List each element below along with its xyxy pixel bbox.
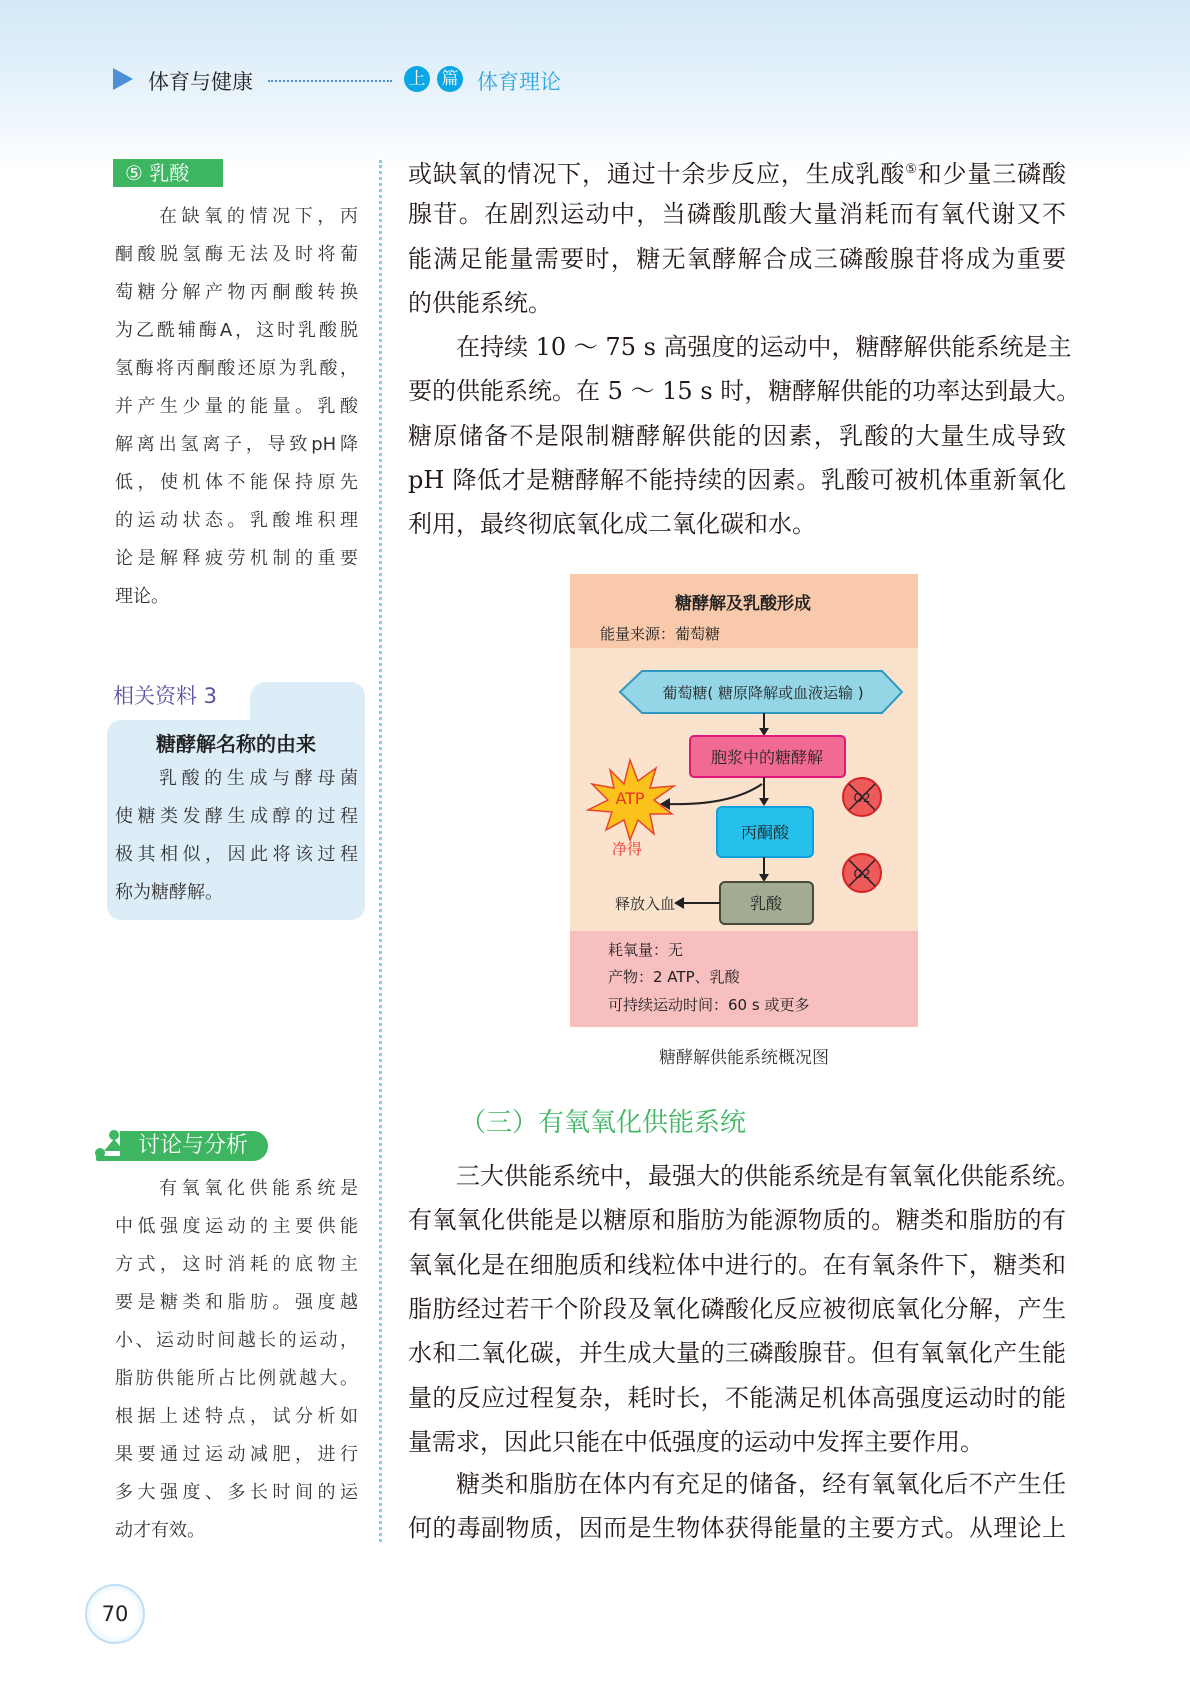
related-tab-label: 相关资料 3 <box>113 684 218 708</box>
text-line: 量的反应过程复杂，耗时长，不能满足机体高强度运动时的能 <box>408 1383 1066 1412</box>
book-title: 体育与健康 <box>148 70 253 94</box>
text-line: 为乙酰辅酶A，这时乳酸脱 <box>115 320 358 341</box>
text-line: 脂肪供能所占比例就越大。 <box>115 1368 358 1389</box>
text-line: 在缺氧的情况下，丙 <box>159 206 358 227</box>
text-line: 理论。 <box>115 586 169 607</box>
discussion-label <box>120 1131 268 1161</box>
text-line: 根据上述特点，试分析如 <box>115 1406 358 1427</box>
related-title: 糖酵解名称的由来 <box>156 732 316 756</box>
net-gain-label: 净得 <box>611 840 643 858</box>
text-line: 酮酸脱氢酶无法及时将葡 <box>115 244 358 265</box>
atp-label: ATP <box>615 789 645 808</box>
text-line: 称为糖酵解。 <box>115 882 223 903</box>
no-oxygen-icon <box>843 778 881 816</box>
part-badge-1: 上 <box>404 66 430 92</box>
text-line: 有氧氧化供能是以糖原和脂肪为能源物质的。糖类和脂肪的有 <box>408 1206 1066 1235</box>
diagram-title: 糖酵解及乳酸形成 <box>675 594 811 614</box>
text-line: 能满足能量需要时，糖无氧酵解合成三磷酸腺苷将成为重要 <box>408 244 1066 273</box>
products: 产物：2 ATP、乳酸 <box>608 968 740 986</box>
text-line: 脂肪经过若干个阶段及氧化磷酸化反应被彻底氧化分解，产生 <box>408 1294 1066 1323</box>
page-number: 70 <box>85 1584 145 1644</box>
glucose-label: 葡萄糖( 糖原降解或血液运输 ) <box>662 684 864 702</box>
text-line <box>408 155 1066 188</box>
no-oxygen-icon <box>843 854 881 892</box>
text-line: 水和二氧化碳，并生成大量的三磷酸腺苷。但有氧氧化产生能 <box>408 1339 1066 1368</box>
svg-text:O2: O2 <box>853 791 871 805</box>
text-line: 利用，最终彻底氧化成二氧化碳和水。 <box>408 510 816 539</box>
text-line: 在持续 10 ～ 75 s 高强度的运动中，糖酵解供能系统是主 <box>456 333 1072 361</box>
footnote-label-text: ⑤ 乳酸 <box>125 161 190 185</box>
glycolysis-diagram <box>570 574 918 1027</box>
text-line: 极其相似，因此将该过程 <box>115 844 358 865</box>
text-line: pH 降低才是糖酵解不能持续的因素。乳酸可被机体重新氧化 <box>408 465 1066 494</box>
text-line: 何的毒副物质，因而是生物体获得能量的主要方式。从理论上 <box>408 1514 1066 1543</box>
text-line: 三大供能系统中，最强大的供能系统是有氧氧化供能系统。 <box>456 1162 1080 1190</box>
text-line: 要的供能系统。在 5 ～ 15 s 时，糖酵解供能的功率达到最大。 <box>408 377 1081 406</box>
text-line: 的运动状态。乳酸堆积理 <box>115 510 358 531</box>
text-span: 或缺氧的情况下，通过十余步反应，生成乳酸 <box>408 160 906 188</box>
text-line: 要是糖类和脂肪。强度越 <box>115 1292 358 1313</box>
oxygen-use: 耗氧量：无 <box>608 941 684 959</box>
text-line: 腺苷。在剧烈运动中，当磷酸肌酸大量消耗而有氧代谢又不 <box>408 200 1066 229</box>
part-title: 体育理论 <box>477 70 561 94</box>
text-line: 方式，这时消耗的底物主 <box>115 1254 358 1275</box>
pyruvate-label: 丙酮酸 <box>740 823 790 842</box>
text-line: 糖类和脂肪在体内有充足的储备，经有氧氧化后不产生任 <box>456 1470 1066 1498</box>
text-line: 果要通过运动减肥，进行 <box>115 1444 358 1465</box>
text-line: 中低强度运动的主要供能 <box>115 1216 358 1237</box>
text-line: 并产生少量的能量。乳酸 <box>115 396 358 417</box>
energy-source: 能量来源：葡萄糖 <box>600 625 721 643</box>
text-line: 氢酶将丙酮酸还原为乳酸， <box>115 358 358 379</box>
text-line: 低，使机体不能保持原先 <box>115 472 358 493</box>
dotted-leader <box>268 80 392 82</box>
text-line: 量需求，因此只能在中低强度的运动中发挥主要作用。 <box>408 1427 984 1456</box>
section-heading: （三）有氧氧化供能系统 <box>460 1108 747 1138</box>
text-line: 使糖类发酵生成醇的过程 <box>115 806 358 827</box>
text-line: 糖原储备不是限制糖酵解供能的因素，乳酸的大量生成导致 <box>408 421 1066 450</box>
duration: 可持续运动时间：60 s 或更多 <box>608 996 810 1014</box>
text-line: 的供能系统。 <box>408 288 552 317</box>
lactate-label: 乳酸 <box>749 894 783 913</box>
text-span: 和少量三磷酸 <box>917 160 1066 188</box>
text-line: 小、运动时间越长的运动， <box>115 1330 358 1351</box>
part-badge-2: 篇 <box>437 66 463 92</box>
column-divider <box>379 160 382 1542</box>
svg-text:O2: O2 <box>853 867 871 881</box>
triangle-icon <box>113 68 133 90</box>
text-line: 乳酸的生成与酵母菌 <box>159 768 358 789</box>
text-line: 氧氧化是在细胞质和线粒体中进行的。在有氧条件下，糖类和 <box>408 1250 1066 1279</box>
text-line: 动才有效。 <box>115 1520 205 1541</box>
text-line: 论是解释疲劳机制的重要 <box>115 548 358 569</box>
footnote-ref[interactable]: ⑤ <box>905 162 918 177</box>
glycolysis-label: 胞浆中的糖酵解 <box>710 748 824 767</box>
diagram-caption: 糖酵解供能系统概况图 <box>659 1048 829 1068</box>
release-label: 释放入血 <box>614 895 676 913</box>
text-line: 萄糖分解产物丙酮酸转换 <box>115 282 358 303</box>
text-line: 有氧氧化供能系统是 <box>159 1178 358 1199</box>
discussion-label-text: 讨论与分析 <box>138 1133 249 1158</box>
footnote-label <box>113 159 223 187</box>
text-line: 解离出氢离子，导致pH降 <box>115 434 358 455</box>
text-line: 多大强度、多长时间的运 <box>115 1482 358 1503</box>
